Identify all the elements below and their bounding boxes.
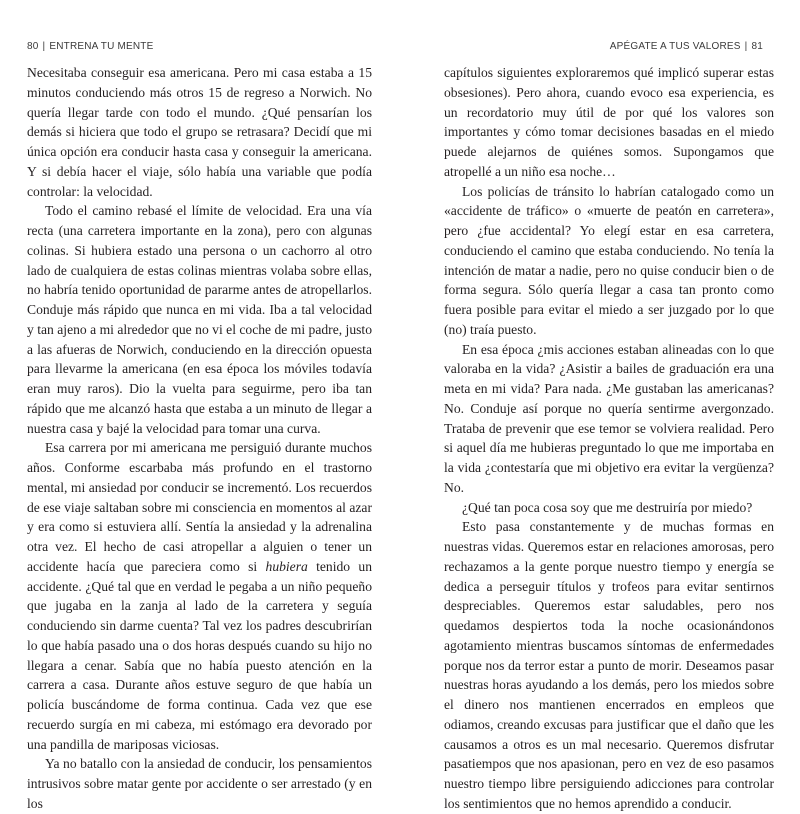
header-separator: | xyxy=(42,41,46,52)
right-paragraph-3: En esa época ¿mis acciones estaban alineadas con lo que valoraba en la vida? ¿Asistir a bailes de graduación era una meta en mi vida? Para nada. ¿Me gustaban las americanas? No. Conduje así porque no quería sentirme avergonzado. Trataba de prevenir que ese temor se volviera realidad. Pero si aquel día me hubieras preguntado lo que me importaba en la vida ¿contestaría que mi objetivo era evitar la vergüenza? No. xyxy=(444,341,774,495)
right-paragraph-4: ¿Qué tan poca cosa soy que me destruiría por miedo? xyxy=(462,499,753,515)
emphasis-hubiera: hubiera xyxy=(265,558,308,574)
right-body-text xyxy=(444,63,774,814)
right-running-title: APÉGATE A TUS VALORES xyxy=(609,41,741,52)
header-separator: | xyxy=(744,41,748,52)
left-paragraph-3-part-1: Esa carrera por mi americana me persiguió durante muchos años. Conforme escarbaba más profundo en el trastorno mental, mi ansiedad por conducir se incrementó. Los recuerdos de ese viaje saltaban sobre mi consciencia en momentos al azar y era como si estuviera allí. Sentía la ansiedad y la adrenalina otra vez. El hecho de casi atropellar a alguien o tener un accidente hacía que pareciera como si xyxy=(27,440,372,574)
left-running-head xyxy=(27,41,153,52)
right-page-number: 81 xyxy=(751,41,763,52)
left-paragraph-2: Todo el camino rebasé el límite de velocidad. Era una vía recta (una carretera importante en la zona), pero con algunas colinas. Si hubiera estado una persona o un cachorro al otro lado de cualquiera de estas colinas mientras volaba sobre ellas, no habría tenido oportunidad de pararme antes de atropellarlos. Conduje más rápido que nunca en mi vida. Iba a tal velocidad y tan ajeno a mi alrededor que no vi el coche de mi padre, justo a las afueras de Norwich, conduciendo en la dirección opuesta para llevarme la americana (en esa época los móviles todavía eran muy raros). Dio la vuelta para seguirme, pero iba tan rápido que me alcanzó hasta que estaba a un minuto de llegar a nuestra casa y bajé la velocidad para tomar una curva. xyxy=(27,203,372,436)
left-paragraph-3 xyxy=(27,438,372,754)
right-running-head xyxy=(610,41,763,52)
left-paragraph-3-part-2: tenido un accidente. ¿Qué tal que en verdad le pegaba a un niño pequeño que jugaba en la zanja al lado de la carretera y seguía conduciendo sin darme cuenta? Tal vez los padres descubrirían lo que había pasado una o dos horas después cuando su hijo no llegara a cenar. Sabía que no había puesto atención en la carrera a casa. Durante años estuve seguro de que había un policía buscándome de forma continua. Cada vez que ese recuerdo surgía en mi cabeza, mi estómago era devorado por una pandilla de mariposas viciosas. xyxy=(27,558,372,752)
left-running-title: ENTRENA TU MENTE xyxy=(49,41,154,52)
left-body-text xyxy=(27,63,372,814)
right-page xyxy=(400,0,800,811)
left-paragraph-4: Ya no batallo con la ansiedad de conducir, los pensamientos intrusivos sobre matar gente por accidente o ser arrestado (y en los xyxy=(27,756,372,811)
left-paragraph-1: Necesitaba conseguir esa americana. Pero mi casa estaba a 15 minutos conduciendo más otros 15 de regreso a Norwich. No quería llegar tarde con todo el mundo. ¿Qué pensarían los demás si hiciera que todo el grupo se retrasara? Decidí que mi única opción era conducir hasta casa y conseguir la americana. Y si debía hacer el viaje, sólo había una variable que podía controlar: la velocidad. xyxy=(27,65,372,199)
right-paragraph-2: Los policías de tránsito lo habrían catalogado como un «accidente de tráfico» o «muerte de peatón en carretera», pero ¿fue accidental? Yo elegí estar en esa carretera, conduciendo el camino que estaba conduciendo. No tenía la intención de matar a nadie, pero no quise conducir bien o de forma segura. Sólo quería llegar a casa tan pronto como fuera posible para evitar el miedo a ser juzgado por lo que (no) traía puesto. xyxy=(444,183,774,337)
right-paragraph-1: capítulos siguientes exploraremos qué implicó superar estas obsesiones). Pero ahora, cuando evoco esa experiencia, es un recordatorio muy útil de por qué los valores son importantes y cómo tomar decisiones basadas en el miedo puede alejarnos de quiénes somos. Supongamos que atropellé a un niño esa noche… xyxy=(444,65,774,179)
left-page xyxy=(0,0,400,811)
right-paragraph-5: Esto pasa constantemente y de muchas formas en nuestras vidas. Queremos estar en relaciones amorosas, pero rechazamos a la gente porque nuestro tiempo y energía se dedica a perseguir títulos y trofeos para evitar sentirnos despreciables. Queremos estar saludables, pero nos quedamos despiertos toda la noche ocasionándonos agotamiento mientras buscamos síntomas de enfermedades porque nos da terror estar a punto de morir. Deseamos pasar nuestras horas ayudando a los demás, pero los miedos sobre el dinero nos mantienen encerrados en empleos que odiamos, creando excusas para justificar que el daño que les causamos a otros es un mal necesario. Queremos disfrutar pasatiempos que nos apasionan, pero en vez de eso pasamos nuestro tiempo libre persiguiendo adicciones para controlar los sentimientos que no hemos aprendido a conducir. xyxy=(444,519,774,811)
left-page-number: 80 xyxy=(27,41,39,52)
